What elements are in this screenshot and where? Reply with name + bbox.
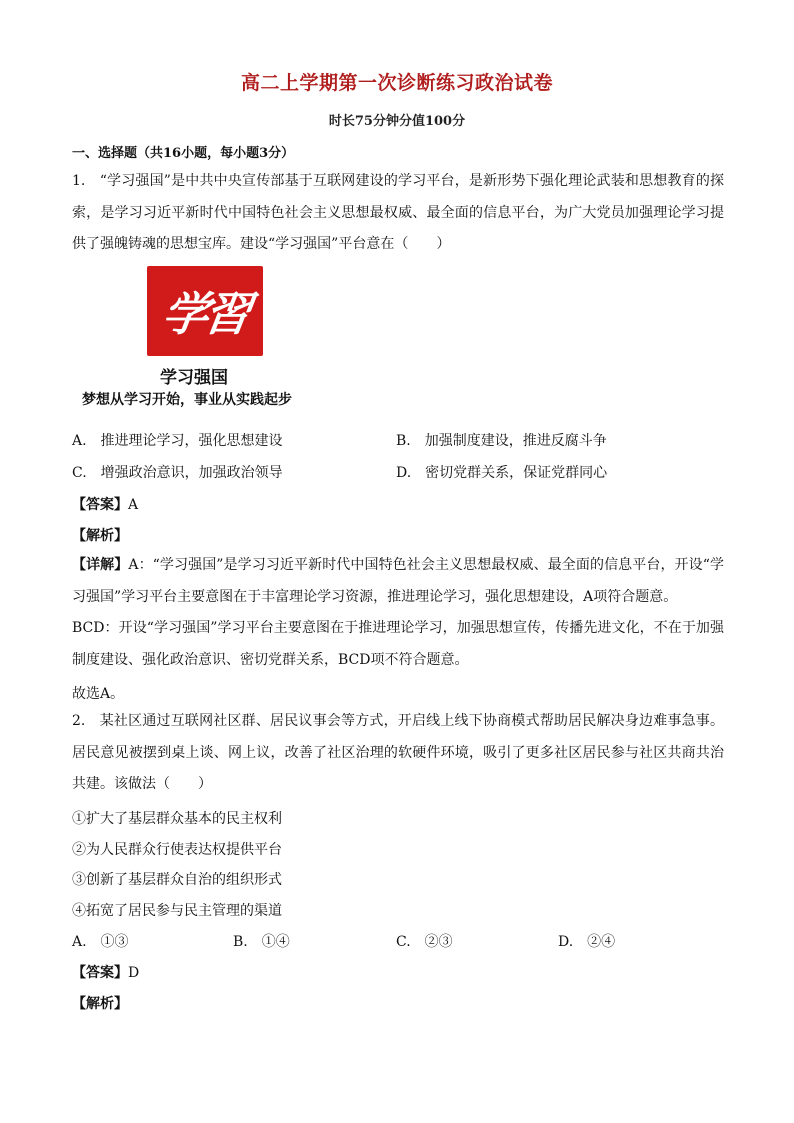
question-2-item-4: ④拓宽了居民参与民主管理的渠道 xyxy=(72,903,282,919)
question-2-answer xyxy=(72,962,139,982)
question-1-analysis-label: 【解析】 xyxy=(72,528,128,544)
detail-text-1: A：“学习强国”是学习习近平新时代中国特色社会主义思想最权威、最全面的信息平台，开设“学习强国”学习平台主要意图在于丰富理论学习资源，推进理论学习，强化思想建设，A项符合题意。 xyxy=(72,557,724,605)
answer-label: 【答案】 xyxy=(72,965,128,981)
answer-value: D xyxy=(128,965,140,981)
question-1-option-b: B. 加强制度建设，推进反腐斗争 xyxy=(396,433,607,449)
page-title: 高二上学期第一次诊断练习政治试卷 xyxy=(240,72,553,94)
question-2-item-2: ②为人民群众行使表达权提供平台 xyxy=(72,842,282,858)
answer-label: 【答案】 xyxy=(72,497,128,513)
question-1-detail-1 xyxy=(72,550,724,613)
section-heading: 一、选择题（共16小题，每小题3分） xyxy=(72,146,295,161)
xuexi-qiangguo-logo xyxy=(147,266,263,356)
question-1-answer xyxy=(72,494,138,514)
question-2-item-3: ③创新了基层群众自治的组织形式 xyxy=(72,872,282,888)
logo-name: 学习强国 xyxy=(160,368,228,388)
question-1-conclusion: 故选A。 xyxy=(72,686,125,702)
question-1-option-d: D. 密切党群关系，保证党群同心 xyxy=(396,465,608,481)
answer-value: A xyxy=(128,497,139,513)
exam-duration-score: 时长75分钟分值100分 xyxy=(328,114,466,129)
question-1-detail-2: BCD：开设“学习强国”学习平台主要意图在于推进理论学习，加强思想宣传，传播先进文化，不在于加强制度建设、强化政治意识、密切党群关系，BCD项不符合题意。 xyxy=(72,620,724,668)
question-2-option-a: A. ①③ xyxy=(72,934,129,950)
question-2-option-b: B. ①④ xyxy=(233,934,290,950)
detail-label: 【详解】 xyxy=(72,557,129,573)
logo-slogan: 梦想从学习开始，事业从实践起步 xyxy=(82,392,292,408)
question-1-option-c: C. 增强政治意识，加强政治领导 xyxy=(72,465,283,481)
question-1-stem: 1. “学习强国”是中共中央宣传部基于互联网建设的学习平台，是新形势下强化理论武装和思想教育的探索，是学习习近平新时代中国特色社会主义思想最权威、最全面的信息平台，为广大党员加强理论学习提供了强魄铸魂的思想宝库。建设“学习强国”平台意在（ ） xyxy=(72,173,724,252)
question-2-analysis-label: 【解析】 xyxy=(72,996,128,1012)
question-2-option-c: C. ②③ xyxy=(396,934,453,950)
question-2-item-1: ①扩大了基层群众基本的民主权利 xyxy=(72,811,282,827)
question-2-stem: 2. 某社区通过互联网社区群、居民议事会等方式，开启线上线下协商模式帮助居民解决身边难事急事。居民意见被摆到桌上谈、网上议，改善了社区治理的软硬件环境，吸引了更多社区居民参与社区共商共治共建。该做法（ ） xyxy=(72,713,724,792)
question-2-option-d: D. ②④ xyxy=(558,934,616,950)
question-1-option-a: A. 推进理论学习，强化思想建设 xyxy=(72,433,283,449)
logo-calligraphy: 学習 xyxy=(158,287,251,341)
